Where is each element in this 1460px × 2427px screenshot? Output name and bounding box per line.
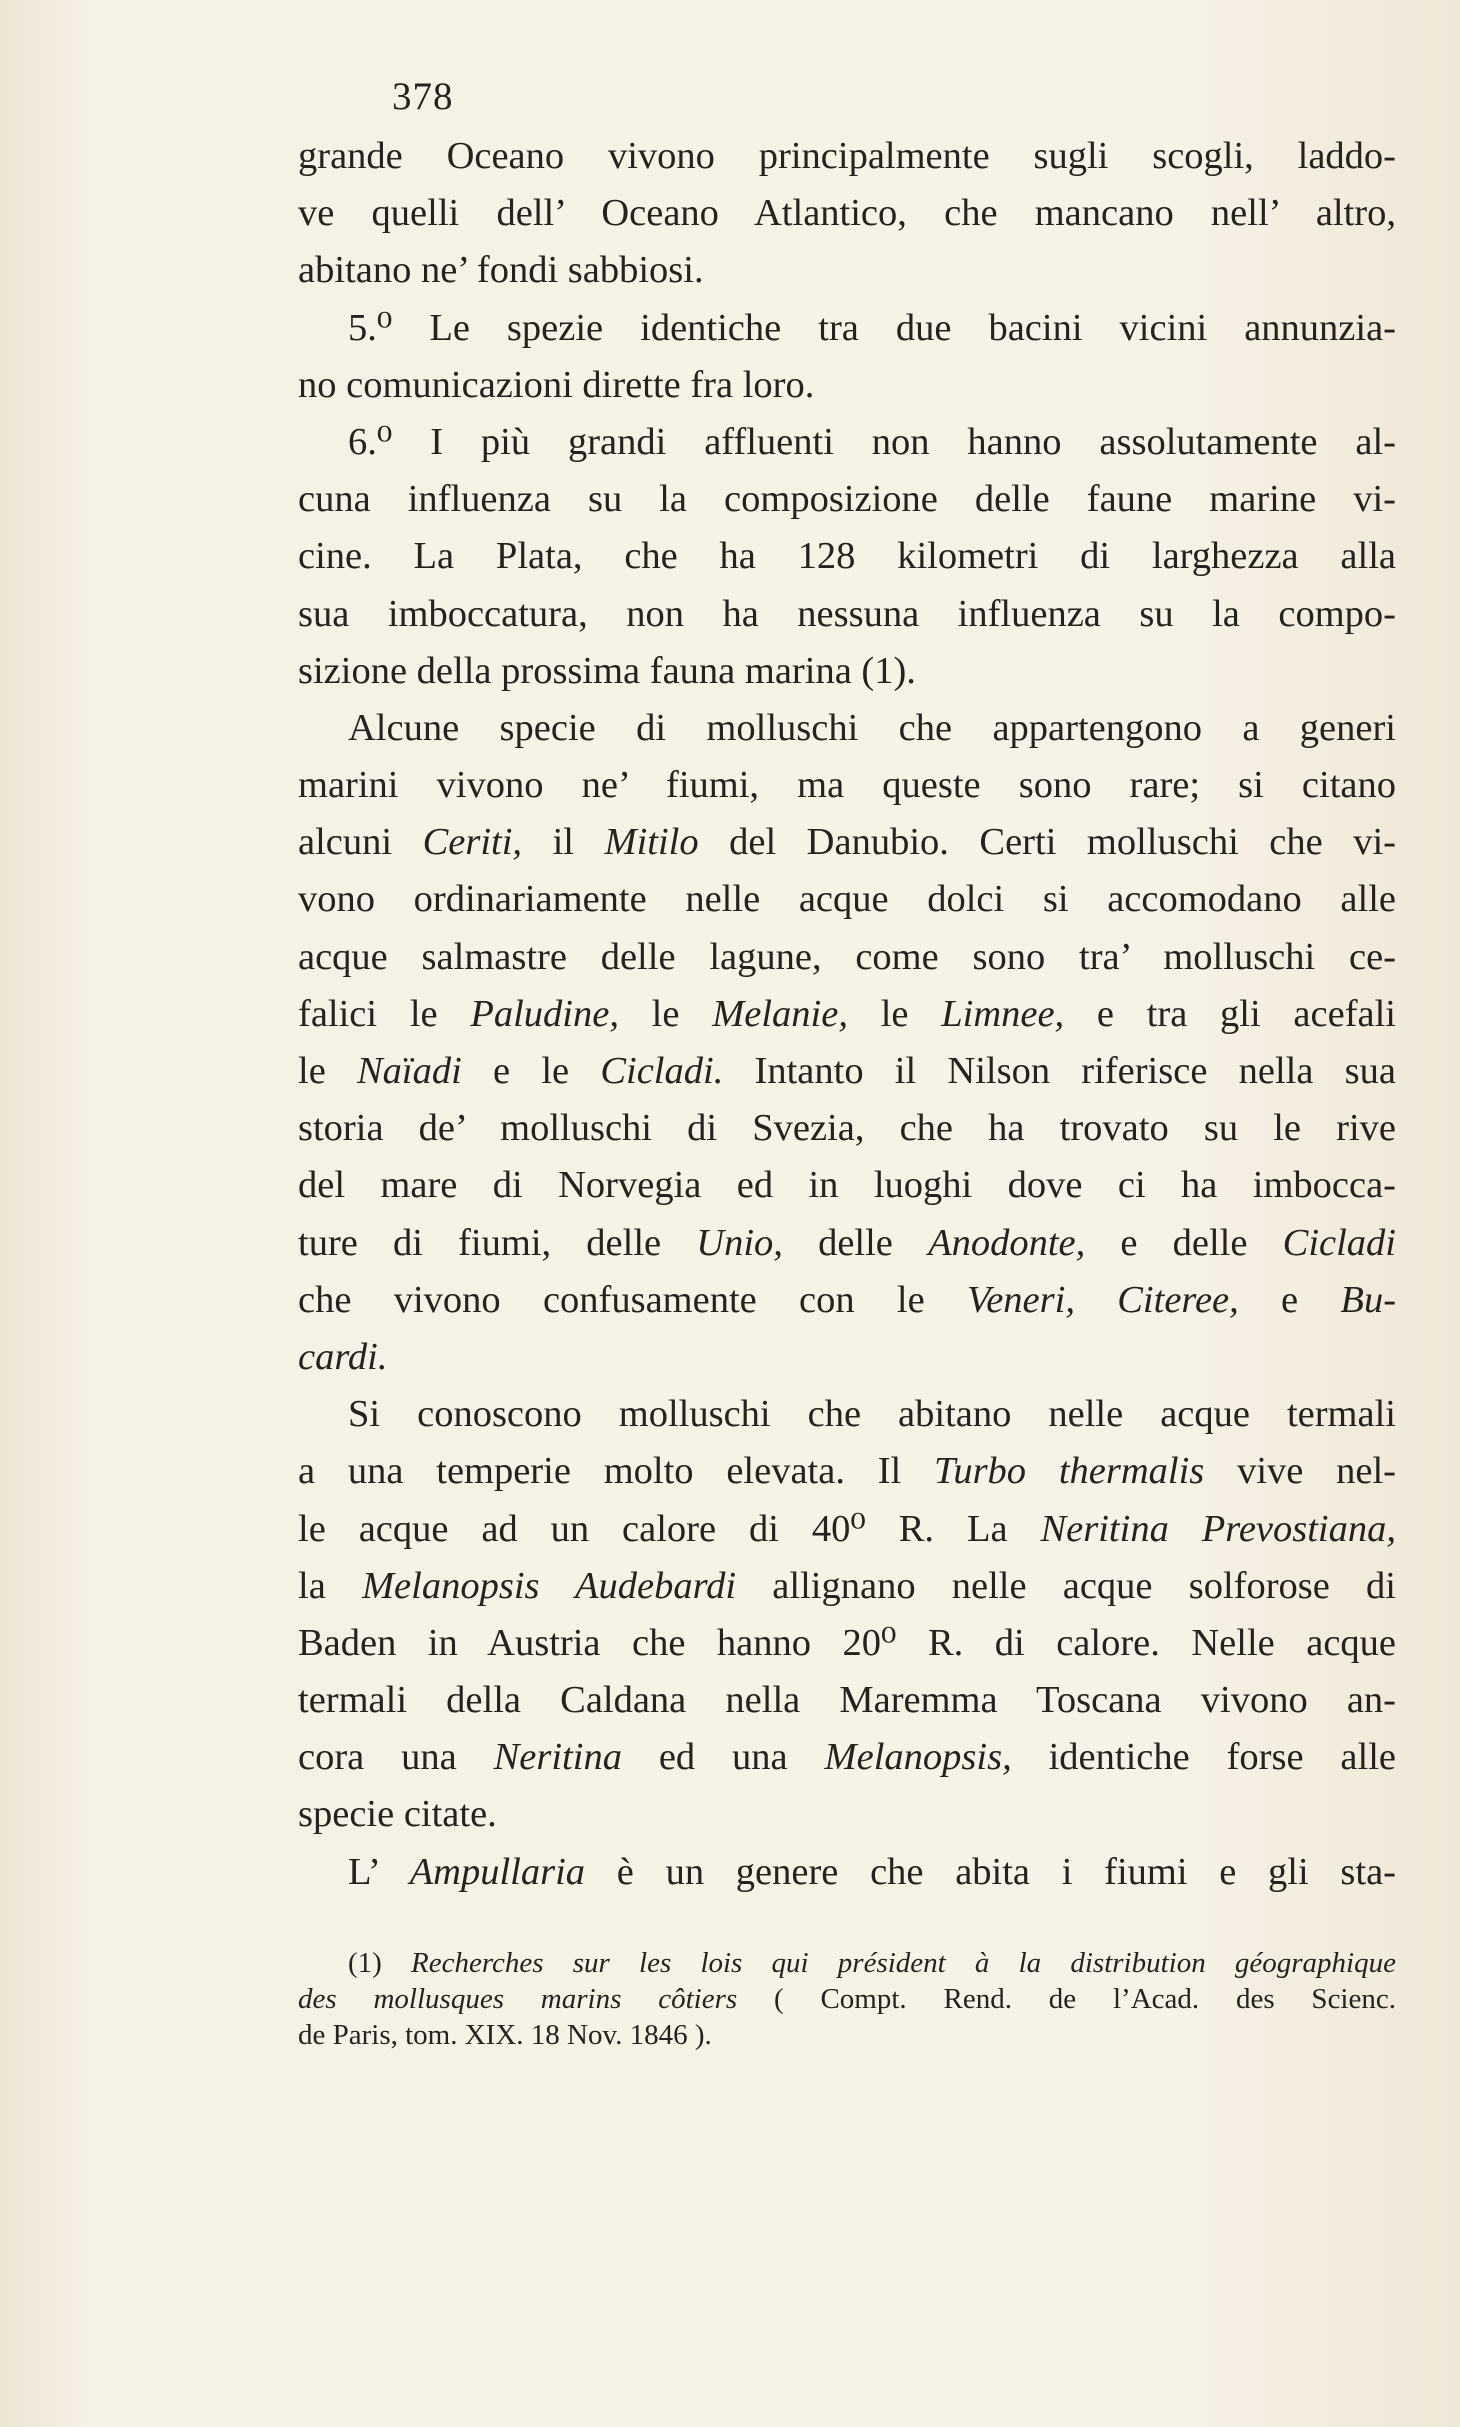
text-segment: la [298, 1564, 362, 1607]
text-segment: Paludine, [470, 992, 619, 1035]
text-line-26 [298, 1558, 1396, 1615]
text-line-24 [298, 1443, 1396, 1500]
text-line-3 [298, 242, 1396, 299]
footnote [298, 1945, 1396, 2053]
text-line-4 [298, 300, 1396, 357]
text-segment: marini vivono ne’ fiumi, ma queste sono rare; si citano [298, 764, 1396, 807]
body-text [298, 128, 1396, 1901]
text-line-31 [298, 1844, 1396, 1901]
text-segment: del Danubio. Certi molluschi che vi- [698, 821, 1396, 864]
text-segment: Baden in Austria che hanno 20⁰ R. di calore. Nelle acque [298, 1621, 1396, 1664]
footnote-line-3 [298, 2017, 1396, 2053]
text-line-10 [298, 643, 1396, 700]
text-segment: falici le [298, 992, 471, 1035]
text-line-18 [298, 1100, 1396, 1157]
text-segment: 5.⁰ Le spezie identiche tra due bacini vicini annunzia- [348, 306, 1396, 349]
text-segment: Neritina Prevostiana, [1040, 1507, 1396, 1550]
text-line-19 [298, 1157, 1396, 1214]
text-segment: Si conoscono molluschi che abitano nelle acque termali [348, 1393, 1396, 1436]
text-segment: ( Compt. Rend. de l’Acad. des Scienc. [737, 1983, 1396, 2015]
text-segment: sua imboccatura, non ha nessuna influenza su la compo- [298, 592, 1396, 635]
text-line-14 [298, 871, 1396, 928]
text-segment: le [847, 992, 942, 1035]
text-line-8 [298, 528, 1396, 585]
text-line-12 [298, 757, 1396, 814]
text-segment: del mare di Norvegia ed in luoghi dove ci ha imbocca- [298, 1164, 1396, 1207]
text-segment: no comunicazioni dirette fra loro. [298, 363, 815, 406]
text-line-13 [298, 814, 1396, 871]
text-segment: le [618, 992, 713, 1035]
text-segment: Bu- [1340, 1278, 1397, 1321]
text-segment: Melanie, [712, 992, 848, 1035]
text-segment: (1) [348, 1947, 412, 1979]
text-segment: Anodonte, [928, 1221, 1086, 1264]
text-line-11 [298, 700, 1396, 757]
text-segment: Naïadi [357, 1050, 462, 1092]
text-segment: grande Oceano vivono principalmente sugli scogli, laddo- [298, 135, 1396, 177]
text-line-21 [298, 1272, 1396, 1329]
text-segment: Citeree, [1117, 1278, 1239, 1321]
text-segment: abitano ne’ fondi sabbiosi. [298, 249, 704, 292]
text-line-27 [298, 1615, 1396, 1672]
text-segment: vono ordinariamente nelle acque dolci si accomodano alle [298, 878, 1396, 921]
text-line-1 [298, 128, 1396, 185]
text-segment: acque salmastre delle lagune, come sono tra’ molluschi ce- [298, 935, 1396, 978]
text-segment: ture di fiumi, delle [298, 1221, 697, 1264]
footnote-line-1 [298, 1945, 1396, 1981]
text-line-23 [298, 1386, 1396, 1443]
text-line-5 [298, 357, 1396, 414]
text-segment: sizione della prossima fauna marina (1). [298, 649, 916, 692]
text-segment: ed una [621, 1736, 825, 1779]
text-segment: Recherches sur les lois qui président à la distribution géographique [411, 1947, 1396, 1979]
text-segment: e [1238, 1278, 1341, 1321]
footnote-line-2 [298, 1981, 1396, 2017]
text-segment: Cicladi. [600, 1050, 724, 1092]
text-segment: des mollusques marins côtiers [298, 1983, 738, 2015]
text-segment: Ceriti, [422, 821, 523, 864]
text-segment: Alcune specie di molluschi che appartengono a generi [348, 706, 1396, 749]
text-segment: a una temperie molto elevata. Il [298, 1450, 935, 1493]
text-line-22 [298, 1329, 1396, 1386]
text-segment [1075, 1279, 1117, 1321]
text-line-2 [298, 185, 1396, 242]
text-segment: Ampullaria [409, 1850, 586, 1893]
text-line-28 [298, 1672, 1396, 1729]
text-segment: Veneri, [966, 1278, 1075, 1321]
text-segment: cardi. [298, 1335, 388, 1378]
text-segment: de Paris, tom. XIX. 18 Nov. 1846 ). [298, 2019, 712, 2051]
text-segment: specie citate. [298, 1793, 497, 1836]
text-segment: ve quelli dell’ Oceano Atlantico, che mancano nell’ altro, [298, 192, 1396, 235]
text-segment: allignano nelle acque solforose di [736, 1564, 1396, 1607]
text-line-9 [298, 586, 1396, 643]
text-segment: Neritina [493, 1736, 622, 1779]
text-segment: e delle [1085, 1221, 1283, 1264]
text-segment: identiche forse alle [1011, 1736, 1396, 1779]
text-line-16 [298, 986, 1396, 1043]
text-segment: vive nel- [1204, 1450, 1396, 1493]
text-segment: Limnee, [941, 992, 1065, 1035]
text-segment: le [298, 1050, 357, 1092]
text-line-29 [298, 1729, 1396, 1786]
text-line-6 [298, 414, 1396, 471]
text-segment: e le [461, 1050, 601, 1092]
text-segment: 6.⁰ I più grandi affluenti non hanno assolutamente al- [348, 420, 1396, 463]
text-segment: Mitilo [604, 821, 699, 864]
text-segment: cuna influenza su la composizione delle faune marine vi- [298, 478, 1396, 521]
text-segment: Cicladi [1282, 1221, 1396, 1264]
text-segment: Melanopsis, [824, 1736, 1012, 1779]
text-segment: termali della Caldana nella Maremma Toscana vivono an- [298, 1679, 1396, 1722]
text-segment: e tra gli acefali [1064, 992, 1396, 1035]
text-segment: il [522, 821, 605, 864]
text-segment: L’ [348, 1850, 410, 1893]
text-segment: Unio, [696, 1221, 783, 1264]
text-segment: cora una [298, 1736, 494, 1779]
text-line-7 [298, 471, 1396, 528]
text-line-15 [298, 929, 1396, 986]
text-segment: delle [782, 1221, 929, 1264]
text-line-17 [298, 1043, 1396, 1100]
text-segment: è un genere che abita i fiumi e gli sta- [585, 1850, 1396, 1893]
text-segment: alcuni [298, 821, 423, 864]
text-segment: storia de’ molluschi di Svezia, che ha trovato su le rive [298, 1107, 1396, 1150]
text-line-20 [298, 1215, 1396, 1272]
text-segment: Melanopsis Audebardi [361, 1564, 737, 1607]
text-segment: che vivono confusamente con le [298, 1278, 967, 1321]
text-segment: cine. La Plata, che ha 128 kilometri di larghezza alla [298, 535, 1396, 578]
text-segment: Intanto il Nilson riferisce nella sua [723, 1050, 1396, 1092]
text-line-25 [298, 1501, 1396, 1558]
text-segment: le acque ad un calore di 40⁰ R. La [298, 1507, 1041, 1550]
text-line-30 [298, 1786, 1396, 1843]
page-number: 378 [392, 75, 454, 118]
text-segment: Turbo thermalis [934, 1450, 1205, 1493]
